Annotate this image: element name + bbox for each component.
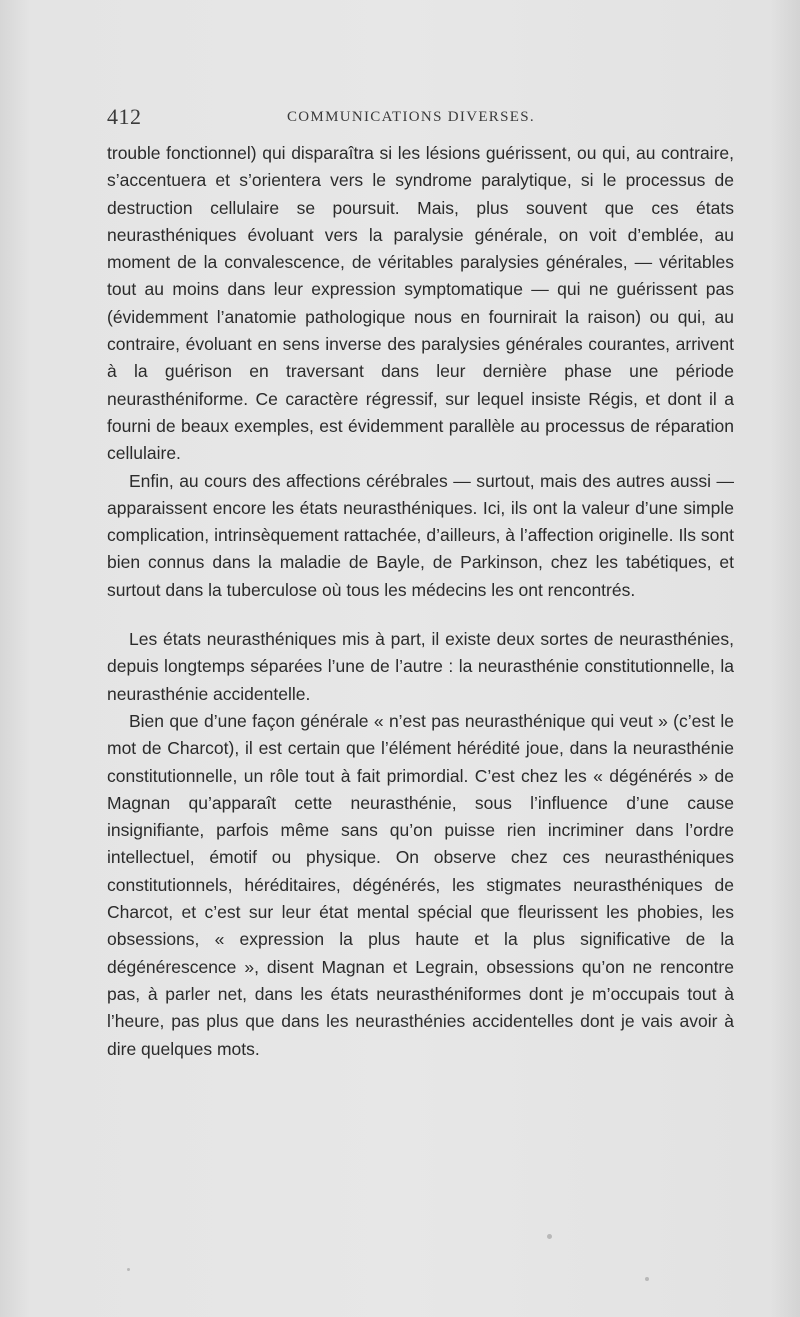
paper-speck (645, 1277, 649, 1281)
body-text (107, 140, 734, 1063)
page-number: 412 (107, 104, 142, 129)
paper-speck (547, 1234, 552, 1239)
paragraph-deux-sortes: Les états neurasthéniques mis à part, il existe deux sortes de neurasthénies, depuis longtemps séparées l’une de l’autre : la neurasthénie constitutionnelle, la neurasthénie accidentelle. (107, 629, 734, 704)
paragraph-constitutionnelle: Bien que d’une façon générale « n’est pas neurasthénique qui veut » (c’est le mot de Charcot), il est certain que l’élément hérédité joue, dans la neurasthénie constitutionnelle, un rôle tout à fait primordial. C’est chez les « dégénérés » de Magnan qu’apparaît cette neurasthénie, sous l’influence d’une cause insignifiante, parfois même sans qu’on puisse rien incriminer dans l’ordre intellectuel, émotif ou physique. On observe chez ces neurasthéniques constitutionnels, héréditaires, dégénérés, les stigmates neurasthéniques de Charcot, et c’est sur leur état mental spécial que fleurissent les phobies, les obsessions, « expression la plus haute et la plus significative de la dégénérescence », disent Magnan et Legrain, obsessions qu’on ne rencontre pas, à parler net, dans les états neurasthéniformes dont je m’occupais tout à l’heure, pas plus que dans les neurasthénies accidentelles dont je vais avoir à dire quelques mots. (107, 710, 734, 1059)
paper-speck (127, 1268, 130, 1271)
paragraph-affections-cerebrales: Enfin, au cours des affections cérébrales — surtout, mais des autres aussi — apparaissent encore les états neurasthéniques. Ici, ils ont la valeur d’une simple complication, intrinsèquement rattachée, d’ailleurs, à l’affection originelle. Ils sont bien connus dans la maladie de Bayle, de Parkinson, chez les tabétiques, et surtout dans la tuberculose où tous les médecins les ont rencontrés. (107, 470, 734, 600)
running-head (107, 104, 735, 134)
section-gap (107, 604, 734, 626)
paragraph-continued: trouble fonctionnel) qui disparaîtra si les lésions guérissent, ou qui, au contraire, s’accentuera et s’orientera vers le syndrome paralytique, si le processus de destruction cellulaire se poursuit. Mais, plus souvent que ces états neurasthéniques évoluant vers la paralysie générale, on voit d’emblée, au moment de la convalescence, de véritables paralysies générales, — véritables tout au moins dans leur expression symptomatique — qui ne guérissent pas (évidemment l’anatomie pathologique nous en fournirait la raison) ou qui, au contraire, évoluant en sens inverse des paralysies générales courantes, arrivent à la guérison en traversant dans leur dernière phase une période neurasthéniforme. Ce caractère régressif, sur lequel insiste Régis, et dont il a fourni de beaux exemples, est évidemment parallèle au processus de réparation cellulaire. (107, 143, 734, 464)
running-title: COMMUNICATIONS DIVERSES. (287, 109, 535, 125)
